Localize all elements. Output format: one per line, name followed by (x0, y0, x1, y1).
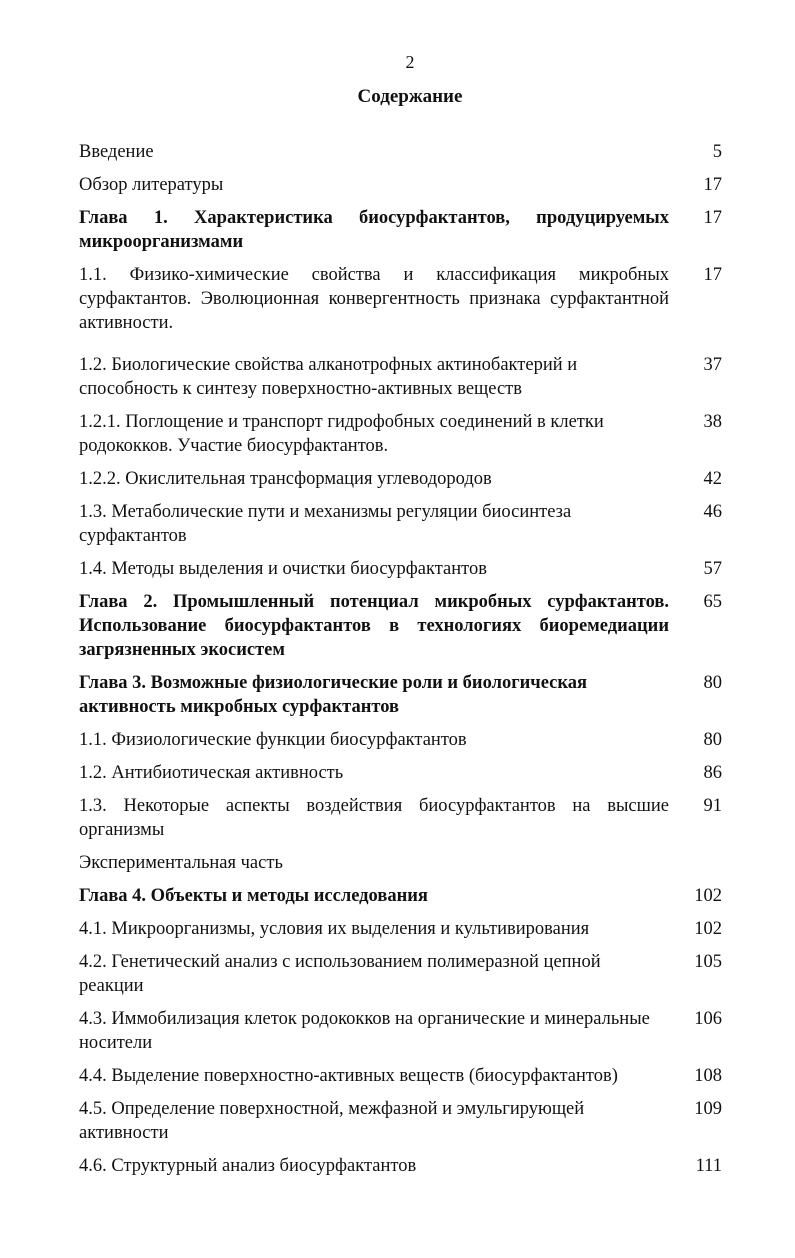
toc-entry-text: Глава 3. Возможные физиологические роли и биологическая активность микробных сурфактантов (79, 673, 587, 717)
table-of-contents (79, 140, 724, 1178)
toc-entry-1-4 (79, 557, 724, 581)
toc-entry-text: 4.5. Определение поверхностной, межфазной и эмульгирующей активности (79, 1099, 585, 1143)
toc-entry-text: 1.2.1. Поглощение и транспорт гидрофобных соединений в клетки родококков. Участие биосурфактантов. (79, 412, 604, 456)
toc-entry-page: 80 (703, 730, 722, 750)
toc-entry-text: 4.2. Генетический анализ с использованием полимеразной цепной реакции (79, 952, 601, 996)
toc-entry-page: 102 (694, 919, 722, 939)
toc-entry-chapter-3 (79, 671, 724, 719)
toc-entry-text: Экспериментальная часть (79, 853, 283, 873)
toc-entry-page: 102 (694, 886, 722, 906)
toc-entry-page: 17 (703, 175, 722, 195)
toc-entry-3-2 (79, 761, 724, 785)
toc-entry-text: 1.3. Некоторые аспекты воздействия биосурфактантов на высшие организмы (79, 796, 669, 840)
toc-entry-text: 1.2. Биологические свойства алканотрофных актинобактерий и способность к синтезу поверхностно-активных веществ (79, 355, 578, 399)
toc-entry-page: 106 (694, 1009, 722, 1029)
toc-entry-4-1 (79, 917, 724, 941)
toc-title: Содержание (357, 86, 463, 107)
toc-entry-literature-review (79, 173, 724, 197)
toc-entry-1-2 (79, 353, 724, 401)
toc-entry-page: 38 (703, 412, 722, 432)
toc-entry-4-3 (79, 1007, 724, 1055)
toc-entry-text: 1.1. Физико-химические свойства и классификация микробных сурфактантов. Эволюционная конвергентность признака сурфактантной активности. (79, 265, 669, 333)
toc-entry-introduction (79, 140, 724, 164)
toc-entry-page: 108 (694, 1066, 722, 1086)
toc-entry-1-2-2 (79, 467, 724, 491)
toc-entry-chapter-4 (79, 884, 724, 908)
toc-entry-page: 109 (694, 1099, 722, 1119)
toc-entry-text: Глава 2. Промышленный потенциал микробных сурфактантов. Использование биосурфактантов в технологиях биоремедиации загрязненных экосистем (79, 592, 669, 660)
toc-entry-3-3 (79, 794, 724, 842)
toc-entry-text: 4.4. Выделение поверхностно-активных веществ (биосурфактантов) (79, 1066, 618, 1086)
toc-entry-text: 4.1. Микроорганизмы, условия их выделения и культивирования (79, 919, 590, 939)
toc-entry-text: Обзор литературы (79, 175, 224, 195)
toc-entry-text: 4.6. Структурный анализ биосурфактантов (79, 1156, 417, 1176)
toc-entry-page: 91 (703, 796, 722, 816)
toc-entry-4-2 (79, 950, 724, 998)
toc-entry-page: 57 (703, 559, 722, 579)
toc-entry-chapter-2 (79, 590, 724, 662)
toc-entry-4-6 (79, 1154, 724, 1178)
toc-entry-page: 86 (703, 763, 722, 783)
toc-entry-4-4 (79, 1064, 724, 1088)
toc-entry-3-1 (79, 728, 724, 752)
toc-entry-page: 42 (703, 469, 722, 489)
toc-entry-chapter-1 (79, 206, 724, 254)
toc-entry-page: 65 (703, 592, 722, 612)
toc-entry-4-5 (79, 1097, 724, 1145)
toc-entry-text: 1.3. Метаболические пути и механизмы регуляции биосинтеза сурфактантов (79, 502, 572, 546)
toc-entry-page: 111 (695, 1156, 722, 1176)
toc-entry-text: 1.4. Методы выделения и очистки биосурфактантов (79, 559, 487, 579)
toc-entry-text: Глава 1. Характеристика биосурфактантов, продуцируемых микроорганизмами (79, 208, 669, 252)
toc-entry-experimental-part (79, 851, 724, 875)
toc-entry-text: 1.2. Антибиотическая активность (79, 763, 344, 783)
toc-entry-text: 1.2.2. Окислительная трансформация углеводородов (79, 469, 492, 489)
toc-entry-text: Глава 4. Объекты и методы исследования (79, 886, 428, 906)
toc-entry-text: Введение (79, 142, 154, 162)
toc-entry-1-1 (79, 263, 724, 335)
toc-entry-text: 4.3. Иммобилизация клеток родококков на органические и минеральные носители (79, 1009, 650, 1053)
toc-entry-page: 37 (703, 355, 722, 375)
toc-entry-page: 105 (694, 952, 722, 972)
toc-entry-page: 17 (703, 208, 722, 228)
page-number: 2 (405, 52, 415, 72)
toc-entry-page: 80 (703, 673, 722, 693)
toc-entry-1-2-1 (79, 410, 724, 458)
toc-entry-1-3 (79, 500, 724, 548)
toc-entry-page: 46 (703, 502, 722, 522)
toc-entry-text: 1.1. Физиологические функции биосурфактантов (79, 730, 467, 750)
toc-entry-page: 5 (712, 142, 722, 162)
toc-entry-page: 17 (703, 265, 722, 285)
